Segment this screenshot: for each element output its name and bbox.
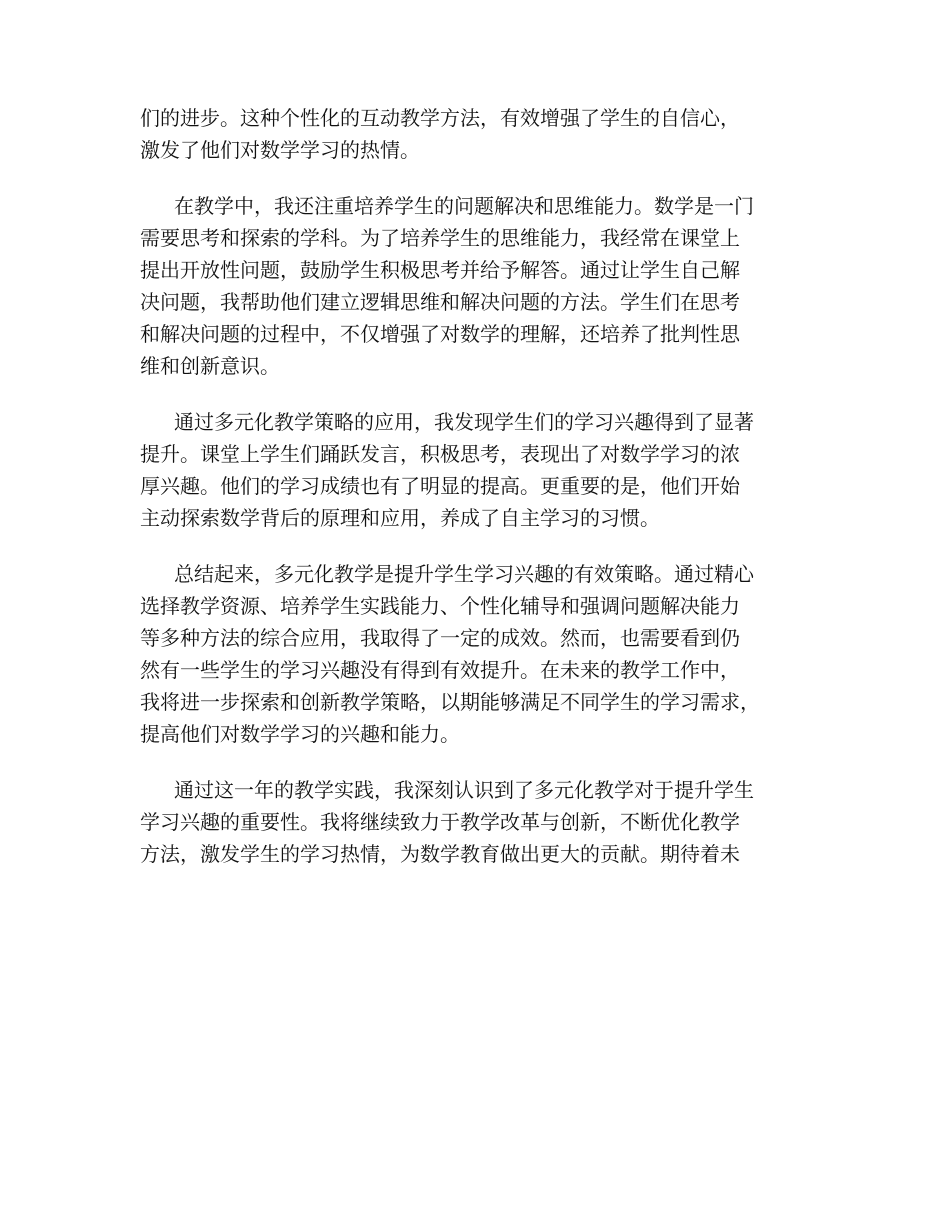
paragraph-5 [140,774,830,870]
text-line: 提出开放性问题，鼓励学生积极思考并给予解答。通过让学生自己解 [140,258,740,282]
text-line: 总结起来，多元化教学是提升学生学习兴趣的有效策略。通过精心 [174,562,754,586]
text-line: 方法，激发学生的学习热情，为数学教育做出更大的贡献。期待着未 [140,842,740,866]
text-line: 通过这一年的教学实践，我深刻认识到了多元化教学对于提升学生 [174,778,754,802]
text-line: 提高他们对数学学习的兴趣和能力。 [140,722,460,746]
text-line: 决问题，我帮助他们建立逻辑思维和解决问题的方法。学生们在思考 [140,290,740,314]
text-line: 和解决问题的过程中，不仅增强了对数学的理解，还培养了批判性思 [140,322,740,346]
text-line: 提升。课堂上学生们踊跃发言，积极思考，表现出了对数学学习的浓 [140,442,740,466]
text-line: 维和创新意识。 [140,354,280,378]
text-line: 激发了他们对数学学习的热情。 [140,138,420,162]
text-line: 学习兴趣的重要性。我将继续致力于教学改革与创新，不断优化教学 [140,810,740,834]
text-line: 然有一些学生的学习兴趣没有得到有效提升。在未来的教学工作中， [140,658,740,682]
text-line: 需要思考和探索的学科。为了培养学生的思维能力，我经常在课堂上 [140,226,740,250]
text-line: 们的进步。这种个性化的互动教学方法，有效增强了学生的自信心， [140,106,740,130]
text-line: 在教学中，我还注重培养学生的问题解决和思维能力。数学是一门 [174,194,754,218]
text-line: 我将进一步探索和创新教学策略，以期能够满足不同学生的学习需求， [140,690,760,714]
text-line: 主动探索数学背后的原理和应用，养成了自主学习的习惯。 [140,506,660,530]
paragraph-1 [140,102,830,166]
paragraph-4 [140,558,830,750]
text-line: 选择教学资源、培养学生实践能力、个性化辅导和强调问题解决能力 [140,594,740,618]
text-line: 等多种方法的综合应用，我取得了一定的成效。然而，也需要看到仍 [140,626,740,650]
paragraph-2 [140,190,830,382]
text-line: 通过多元化教学策略的应用，我发现学生们的学习兴趣得到了显著 [174,410,754,434]
document-body [140,102,830,894]
text-line: 厚兴趣。他们的学习成绩也有了明显的提高。更重要的是，他们开始 [140,474,740,498]
paragraph-3 [140,406,830,534]
